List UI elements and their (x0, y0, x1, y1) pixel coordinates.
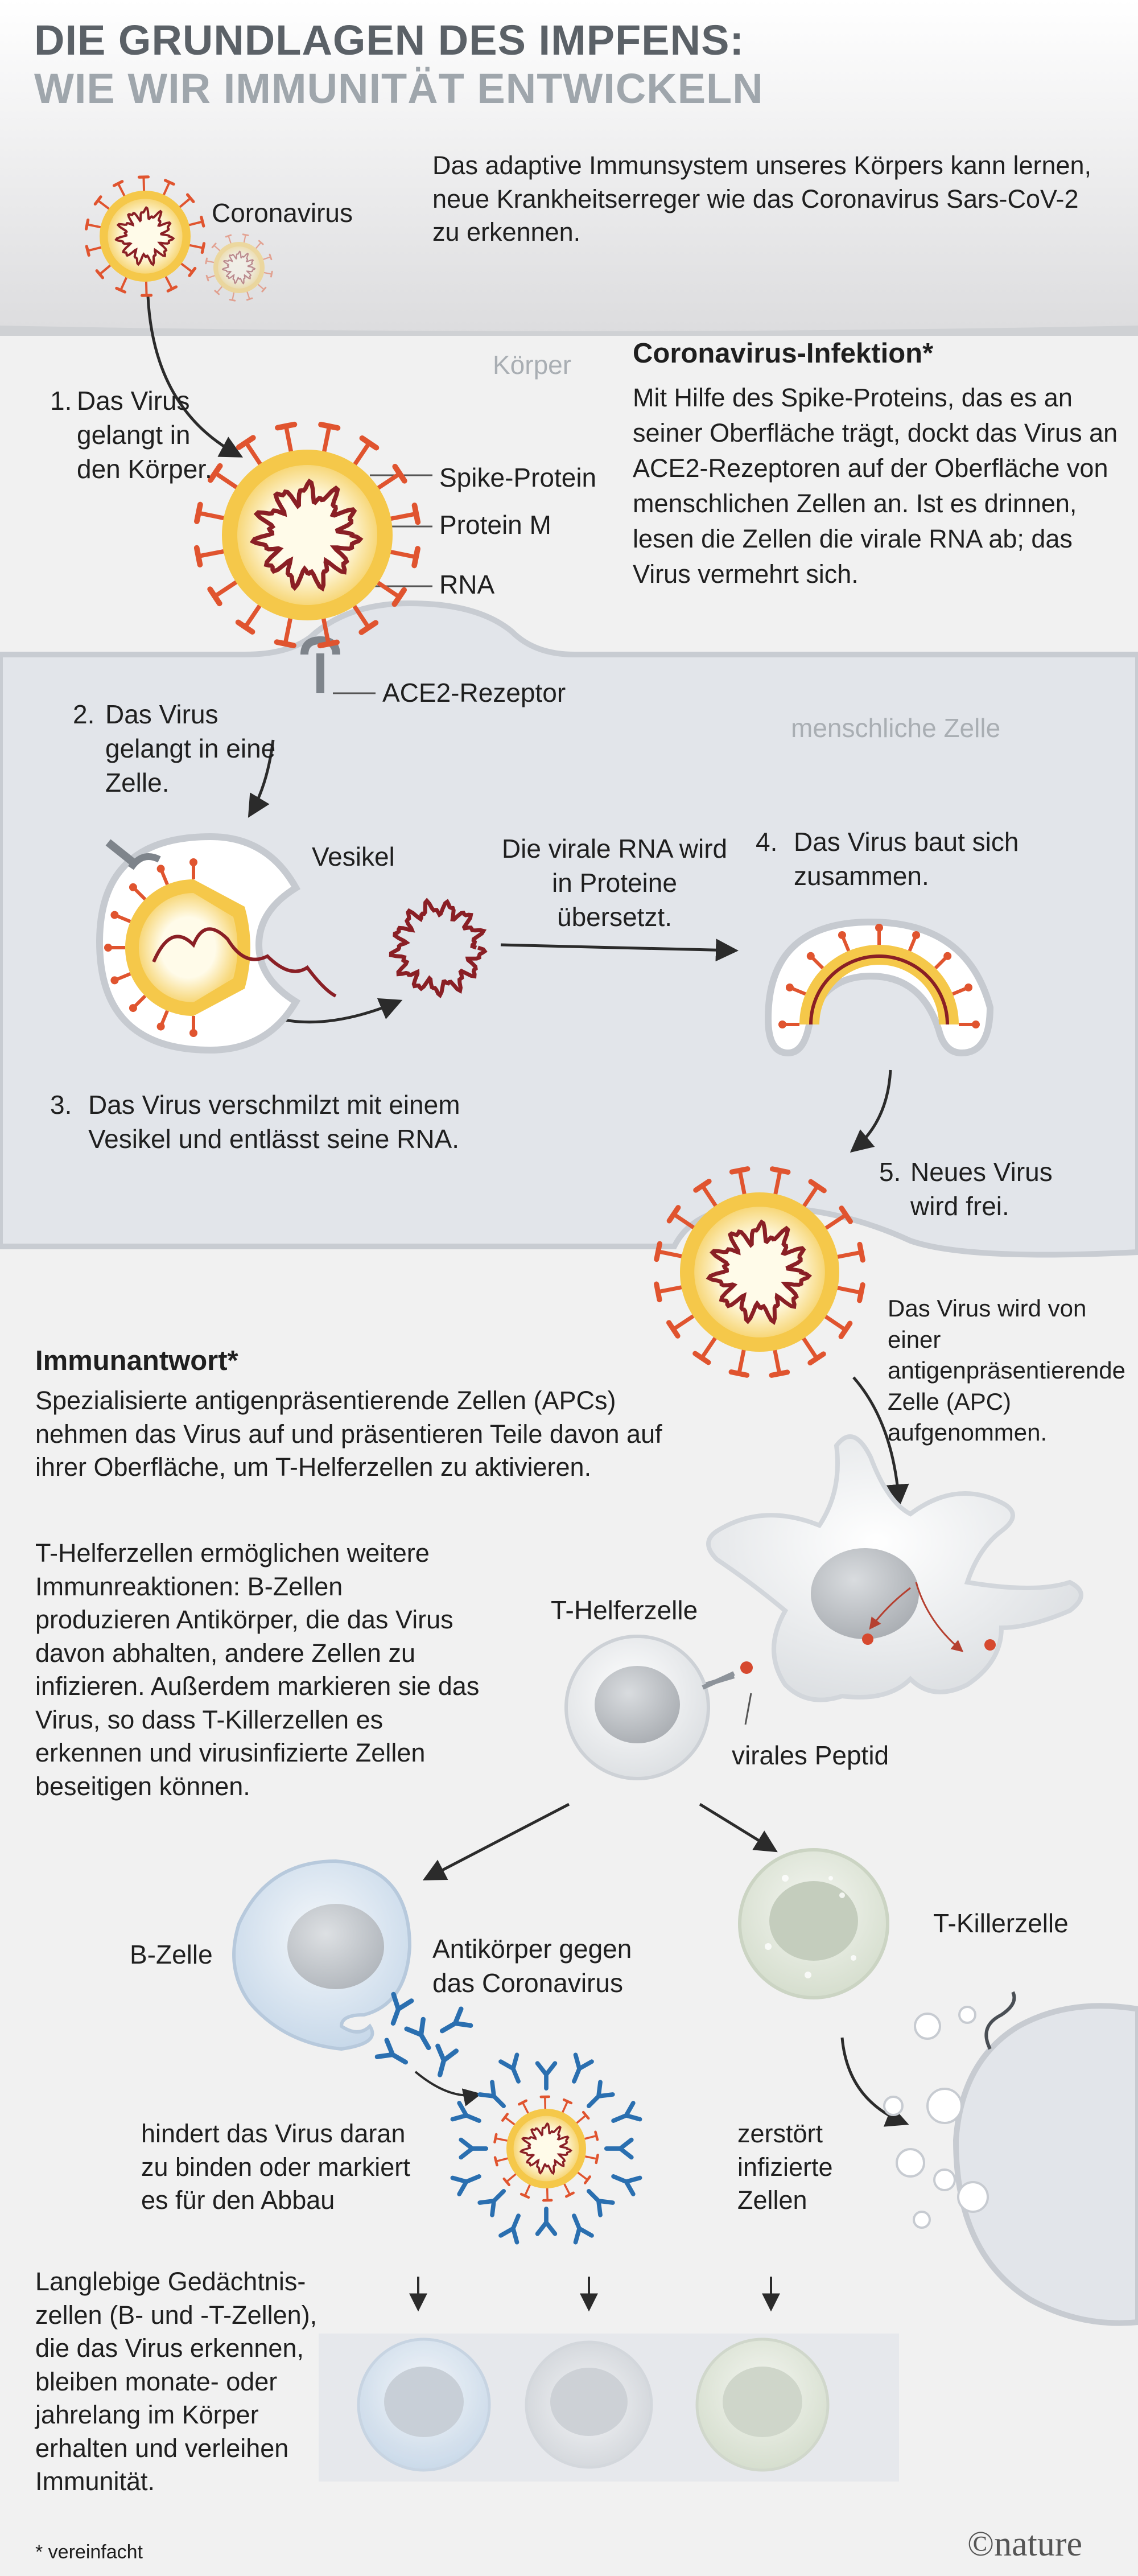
intro-text: Das adaptive Immunsystem unseres Körpers kann lernen, neue Krankheitserreger wie das Coronavirus Sars-CoV-2 zu erkennen. (432, 151, 1092, 246)
step-2-number: 2. (73, 699, 95, 729)
coronavirus-label: Coronavirus (212, 198, 353, 228)
memory-b-cell (358, 2339, 489, 2470)
immune-text-2: T-Helferzellen ermöglichen weitere Immunreaktionen: B-Zellen produzieren Antikörper, die das Virus davon abhalten, andere Zellen zu infizieren. Außerdem markieren sie das Virus, so dass T-Killerzellen es erkennen und virusinfizierte Zellen beseitigen können. (35, 1538, 480, 1801)
memory-text: Langlebige Gedächtniszellen (B- und -T-Zellen), die das Virus erkennen, bleiben monate- oder jahrelang im Körper erhalten und verleihen Immunität. (35, 2267, 318, 2496)
antigen-presenting-cell (706, 1437, 1081, 1700)
step-5-number: 5. (879, 1157, 901, 1187)
arrow-antibody-bind (415, 2072, 478, 2096)
translation-text: Die virale RNA wird in Proteine übersetzt. (501, 834, 728, 932)
coronavirus-top-faded (206, 234, 272, 301)
step-3-text: Das Virus verschmilzt mit einem Vesikel und entlässt seine RNA. (88, 1090, 460, 1154)
t-killer-label: T-Killerzelle (933, 1908, 1069, 1938)
step-1-text: Das Virus gelangt in den Körper. (77, 386, 212, 484)
infected-cell (884, 1992, 1138, 2323)
t-helper-cell (566, 1636, 734, 1779)
title-line-1: DIE GRUNDLAGEN DES IMPFENS: (34, 17, 745, 64)
arrow-to-tkiller (700, 1804, 774, 1850)
immune-text-1: Spezialisierte antigenpräsentierende Zellen (APCs) nehmen das Virus auf und präsentieren Teile davon auf ihrer Oberfläche, um T-Helferzellen zu aktivieren. (35, 1386, 662, 1482)
protein-m-label: Protein M (439, 510, 551, 540)
step-4-text: Das Virus baut sich zusammen. (794, 827, 1019, 891)
coronavirus-neutralized (494, 2097, 597, 2200)
rna-label: RNA (439, 570, 495, 599)
spike-protein-label: Spike-Protein (439, 463, 597, 492)
immune-heading: Immunantwort* (35, 1345, 238, 1376)
blocks-text: hindert das Virus daran zu binden oder markiert es für den Abbau (141, 2119, 410, 2215)
step-3-number: 3. (50, 1090, 72, 1120)
step-2-text: Das Virus gelangt in eine Zelle. (105, 699, 276, 797)
step-1-number: 1. (50, 386, 72, 415)
apc-uptake-text: Das Virus wird von einer antigenpräsentierende Zelle (APC) aufgenommen. (888, 1295, 1125, 1446)
step-5-text: Neues Virus wird frei. (910, 1157, 1053, 1221)
infection-heading: Coronavirus-Infektion* (633, 338, 934, 369)
b-cell (234, 1861, 410, 2049)
footnote: * vereinfacht (35, 2541, 143, 2563)
b-cell-label: B-Zelle (130, 1940, 213, 1969)
memory-t-killer-cell (697, 2339, 828, 2470)
nature-logo: ©nature (967, 2525, 1083, 2563)
t-killer-cell (740, 1850, 888, 1998)
viral-peptide-label: virales Peptid (732, 1740, 889, 1770)
title-line-2: WIE WIR IMMUNITÄT ENTWICKELN (34, 65, 764, 112)
ace2-label: ACE2-Rezeptor (382, 678, 566, 707)
arrow-to-bcell (427, 1804, 569, 1878)
step-4-number: 4. (756, 827, 778, 857)
infection-text: Mit Hilfe des Spike-Proteins, das es an seiner Oberfläche trägt, dockt das Virus an ACE2-Rezeptoren auf der Oberfläche von menschlichen Zellen an. Ist es drinnen, lesen die Zellen die virale RNA ab; das Virus vermehrt sich. (633, 383, 1118, 589)
t-helper-label: T-Helferzelle (551, 1595, 698, 1625)
region-cell-label: menschliche Zelle (791, 713, 1001, 743)
vesicle-label: Vesikel (312, 842, 395, 871)
memory-t-helper-cell (526, 2342, 652, 2467)
antibodies-label: Antikörper gegen das Coronavirus (432, 1934, 632, 1998)
region-body-label: Körper (493, 350, 572, 380)
destroys-text: zerstört infizierte Zellen (737, 2119, 833, 2215)
